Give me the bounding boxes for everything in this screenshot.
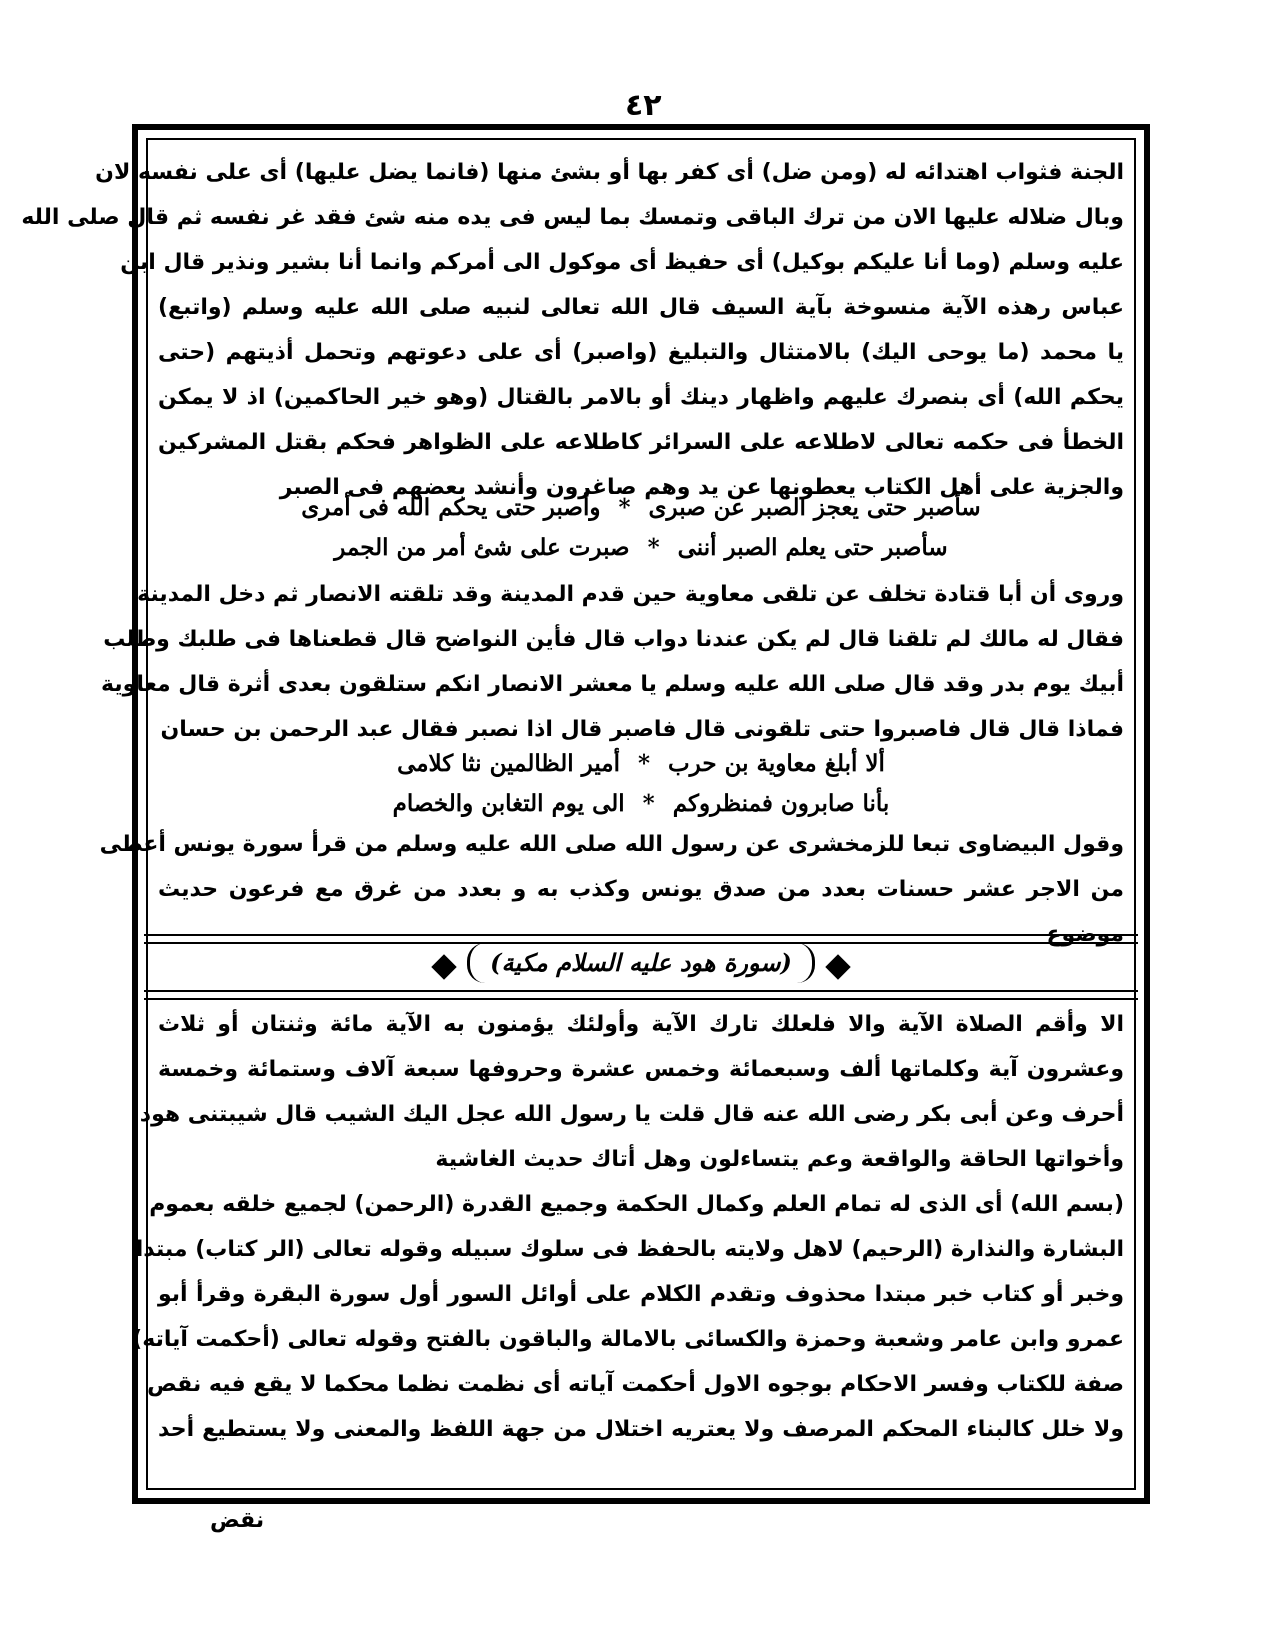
text-line: وبال ضلاله عليها الان من ترك الباقى وتمسك بما ليس فى يده منه شئ فقد غر نفسه ثم قال صلى الله [21,205,1124,230]
text-line: يحكم الله) أى بنصرك عليهم واظهار دينك أو بالامر بالقتال (وهو خير الحاكمين) اذ لا يمكن [158,385,1124,410]
verse-hemistich-left: صبرت على شئ أمر من الجمر [334,534,630,561]
sura-title: (سورة هود عليه السلام مكية) [467,943,815,983]
page-frame [21,124,1150,1504]
text-line: فماذا قال قال فاصبروا حتى تلقونى قال فاصبر قال اذا نصبر فقال عبد الرحمن بن حسان [160,717,1124,742]
verse-hemistich-right: سأصبر حتى يعلم الصبر أننى [677,534,948,561]
verse-hemistich-left: أمير الظالمين نثا كلامى [397,750,620,777]
poem-verse [138,790,1144,817]
verse-separator: * [647,534,660,561]
diamond-ornament-icon [431,954,456,979]
section-divider [144,990,1138,1000]
text-line: صفة للكتاب وفسر الاحكام بوجوه الاول أحكمت آياته أى نظمت نظما محكما لا يقع فيه نقص [147,1372,1124,1397]
text-line: الجنة فثواب اهتدائه له (ومن ضل) أى كفر بها أو بشئ منها (فانما يضل عليها) أى على نفسه لان [95,160,1124,185]
commentary-top [21,150,1124,510]
text-line: يا محمد (ما يوحى اليك) بالامتثال والتبليغ (واصبر) أى على دعوتهم وتحمل أذيتهم (حتى [158,340,1124,365]
text-line: من الاجر عشر حسنات بعدد من صدق يونس وكذب به و بعدد من غرق مع فرعون حديث [158,877,1124,902]
catchword: نقض [210,1508,265,1533]
text-line: والجزية على أهل الكتاب يعطونها عن يد وهم صاغرون وأنشد بعضهم فى الصبر [279,475,1124,500]
diamond-ornament-icon [825,954,850,979]
text-line: وأخواتها الحاقة والواقعة وعم يتساءلون وهل أتاك حديث الغاشية [435,1147,1124,1172]
page-number: ٤٢ [625,88,662,123]
sura-header [138,943,1144,987]
text-line: وعشرون آية وكلماتها ألف وسبعمائة وخمس عشرة وحروفها سبعة آلاف وستمائة وخمسة [158,1057,1124,1082]
verse-hemistich-left: الى يوم التغابن والخصام [392,790,625,817]
poem-verse [138,534,1144,561]
text-line: وروى أن أبا قتادة تخلف عن تلقى معاوية حين قدم المدينة وقد تلقته الانصار ثم دخل المدينة [137,582,1124,607]
text-line: عليه وسلم (وما أنا عليكم بوكيل) أى حفيظ أى موكول الى أمركم وانما أنا بشير ونذير قال ابن [120,250,1124,275]
verse-hemistich-left: وأصبر حتى يحكم الله فى أمرى [301,494,601,521]
text-line: موضوع [1046,922,1124,947]
text-line: (بسم الله) أى الذى له تمام العلم وكمال الحكمة وجميع القدرة (الرحمن) لجميع خلقه بعموم [149,1192,1124,1217]
text-line: الا وأقم الصلاة الآية والا فلعلك تارك الآية وأولئك يؤمنون به الآية مائة وثنتان أو ثلاث [158,1012,1124,1037]
verse-hemistich-right: سأصبر حتى يعجز الصبر عن صبرى [648,494,981,521]
poem-verse [138,750,1144,777]
verse-separator: * [642,790,655,817]
text-line: فقال له مالك لم تلقنا قال لم يكن عندنا دواب قال فأين النواضح قال قطعناها فى طلبك وطلب [103,627,1124,652]
verse-separator: * [637,750,650,777]
text-line: أبيك يوم بدر وقد قال صلى الله عليه وسلم يا معشر الانصار انكم ستلقون بعدى أثرة قال معاوية [101,672,1124,697]
text-line: عمرو وابن عامر وشعبة وحمزة والكسائى بالامالة والباقون بالفتح وقوله تعالى (أحكمت آياته) [132,1327,1124,1352]
text-line: عباس رهذه الآية منسوخة بآية السيف قال الله تعالى لنبيه صلى الله عليه وسلم (واتبع) [158,295,1124,320]
text-line: الخطأ فى حكمه تعالى لاطلاعه على السرائر كاطلاعه على الظواهر فحكم بقتل المشركين [158,430,1124,455]
verse-separator: * [618,494,631,521]
verse-hemistich-right: ألا أبلغ معاوية بن حرب [668,750,885,777]
text-line: وخبر أو كتاب خبر مبتدا محذوف وتقدم الكلام على أوائل السور أول سورة البقرة وقرأ أبو [158,1282,1124,1307]
text-line: وقول البيضاوى تبعا للزمخشرى عن رسول الله صلى الله عليه وسلم من قرأ سورة يونس أعطى [99,832,1124,857]
text-line: البشارة والنذارة (الرحيم) لاهل ولايته بالحفظ فى سلوك سبيله وقوله تعالى (الر كتاب) مبتدا [135,1237,1124,1262]
commentary-middle [101,572,1124,752]
verse-hemistich-right: بأنا صابرون فمنظروكم [672,790,890,817]
poem-verse [138,494,1144,521]
commentary-bottom [132,1002,1124,1452]
text-line: أحرف وعن أبى بكر رضى الله عنه قال قلت يا رسول الله عجل اليك الشيب قال شيبتنى هود [139,1102,1124,1127]
text-line: ولا خلل كالبناء المحكم المرصف ولا يعتريه اختلال من جهة اللفظ والمعنى ولا يستطيع أحد [158,1417,1124,1442]
